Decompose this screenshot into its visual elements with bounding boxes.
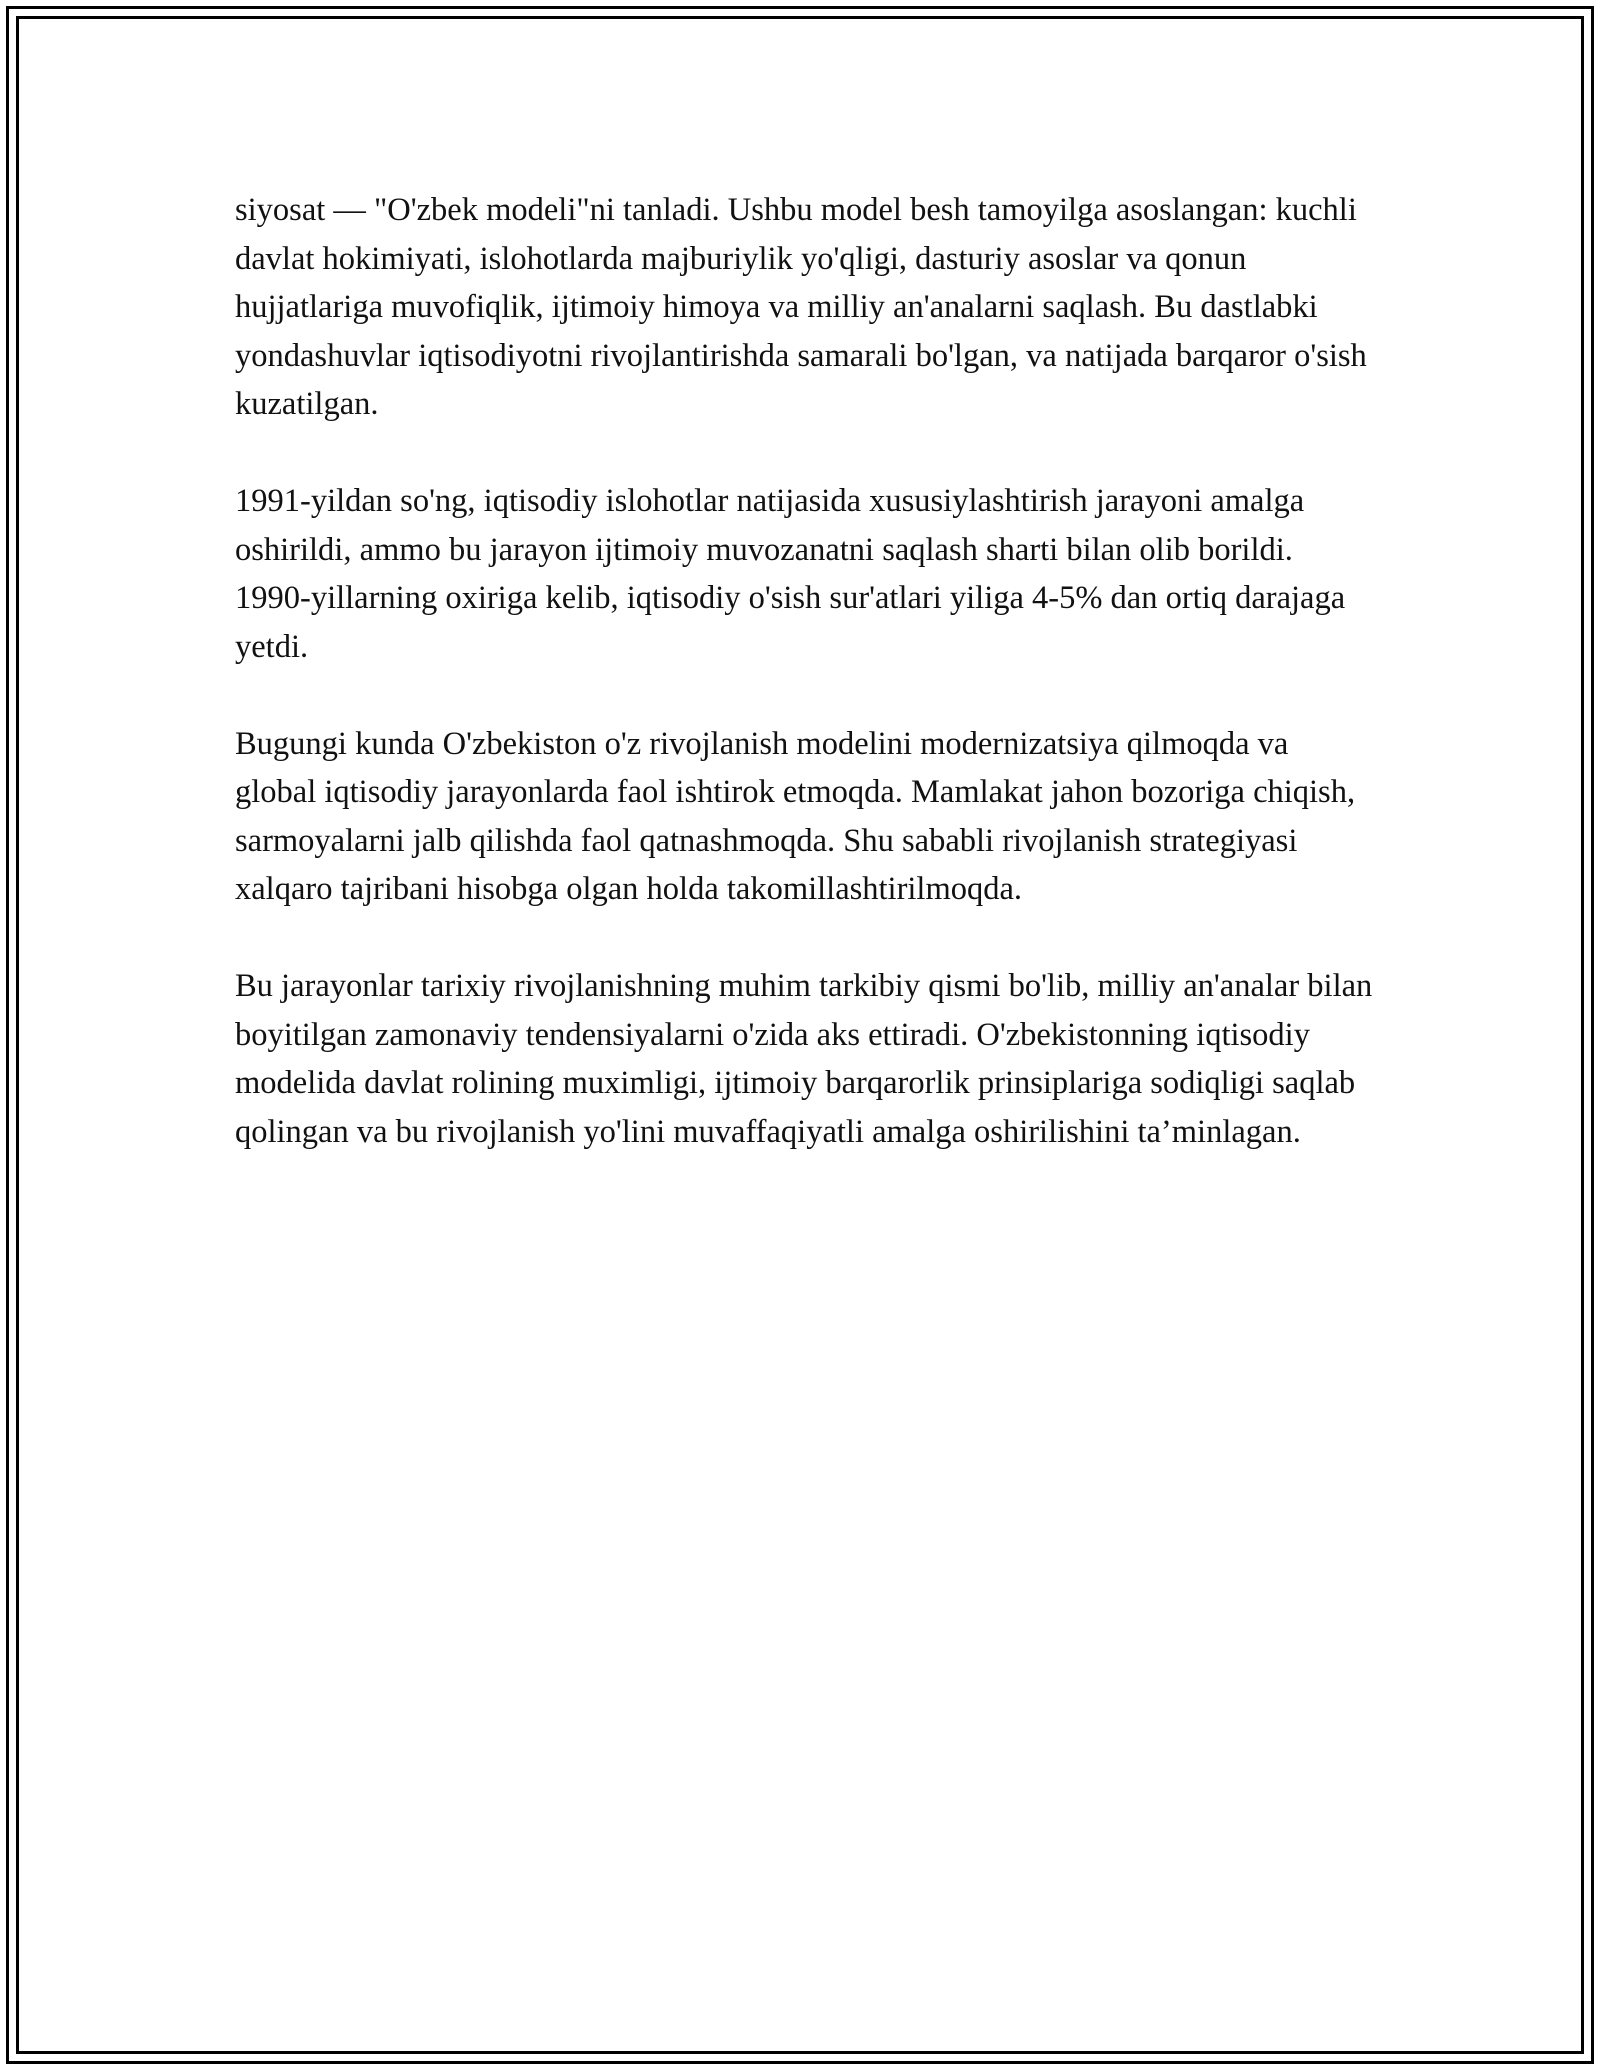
document-body xyxy=(235,186,1375,1205)
paragraph-3: Bugungi kunda O'zbekiston o'z rivojlanish modelini modernizatsiya qilmoqda va global iqtisodiy jarayonlarda faol ishtirok etmoqda. Mamlakat jahon bozoriga chiqish, sarmoyalarni jalb qilishda faol qatnashmoqda. Shu sababli rivojlanish strategiyasi xalqaro tajribani hisobga olgan holda takomillashtirilmoqda. xyxy=(235,725,1356,907)
paragraph-1: siyosat — "O'zbek modeli"ni tanladi. Ushbu model besh tamoyilga asoslangan: kuchli davlat hokimiyati, islohotlarda majburiylik yo'qligi, dasturiy asoslar va qonun hujjatlariga muvofiqlik, ijtimoiy himoya va milliy an'analarni saqlash. Bu dastlabki yondashuvlar iqtisodiyotni rivojlantirishda samarali bo'lgan, va natijada barqaror o'sish kuzatilgan. xyxy=(235,192,1367,422)
paragraph-2: 1991-yildan so'ng, iqtisodiy islohotlar natijasida xususiylashtirish jarayoni amalga oshirildi, ammo bu jarayon ijtimoiy muvozanatni saqlash sharti bilan olib borildi. 1990-yillarning oxiriga kelib, iqtisodiy o'sish sur'atlari yiliga 4-5% dan ortiq darajaga yetdi. xyxy=(235,483,1346,665)
paragraph-4: Bu jarayonlar tarixiy rivojlanishning muhim tarkibiy qismi bo'lib, milliy an'analar bilan boyitilgan zamonaviy tendensiyalarni o'zida aks ettiradi. O'zbekistonning iqtisodiy modelida davlat rolining muximligi, ijtimoiy barqarorlik prinsiplariga sodiqligi saqlab qolingan va bu rivojlanish yo'lini muvaffaqiyatli amalga oshirilishini ta’minlagan. xyxy=(235,968,1373,1150)
